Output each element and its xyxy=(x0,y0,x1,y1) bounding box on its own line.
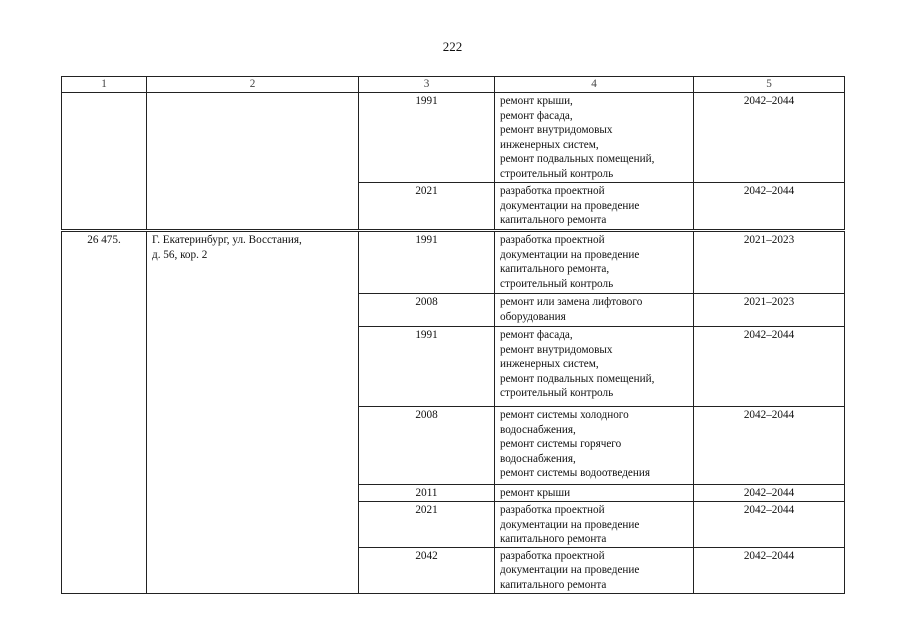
year-cell: 2042 xyxy=(359,547,495,593)
column-number-1: 1 xyxy=(62,77,147,93)
column-number-row xyxy=(62,77,845,93)
year-cell: 1991 xyxy=(359,327,495,407)
column-number-2: 2 xyxy=(147,77,359,93)
work-type-cell: ремонт фасада, ремонт внутридомовых инженерных систем, ремонт подвальных помещений, строительный контроль xyxy=(495,327,694,407)
work-type-cell: ремонт крыши xyxy=(495,485,694,502)
period-cell: 2042–2044 xyxy=(694,485,845,502)
object-address: Г. Екатеринбург, ул. Восстания, д. 56, кор. 2 xyxy=(147,232,359,594)
period-cell: 2042–2044 xyxy=(694,547,845,593)
column-number-5: 5 xyxy=(694,77,845,93)
period-cell: 2042–2044 xyxy=(694,502,845,548)
period-cell: 2042–2044 xyxy=(694,327,845,407)
object-number: 26 475. xyxy=(62,232,147,594)
period-cell: 2021–2023 xyxy=(694,294,845,327)
work-type-cell: ремонт крыши, ремонт фасада, ремонт внутридомовых инженерных систем, ремонт подвальных помещений, строительный контроль xyxy=(495,93,694,183)
period-cell: 2021–2023 xyxy=(694,232,845,294)
period-cell: 2042–2044 xyxy=(694,93,845,183)
year-cell: 2021 xyxy=(359,502,495,548)
year-cell: 1991 xyxy=(359,93,495,183)
year-cell: 2011 xyxy=(359,485,495,502)
object-address xyxy=(147,93,359,230)
page-number: 222 xyxy=(442,39,463,54)
table-row xyxy=(62,93,845,183)
year-cell: 2008 xyxy=(359,294,495,327)
work-type-cell: разработка проектной документации на проведение капитального ремонта xyxy=(495,547,694,593)
work-type-cell: разработка проектной документации на проведение капитального ремонта xyxy=(495,502,694,548)
table-row xyxy=(62,232,845,294)
period-cell: 2042–2044 xyxy=(694,407,845,485)
year-cell: 2021 xyxy=(359,183,495,230)
column-number-3: 3 xyxy=(359,77,495,93)
table-body xyxy=(62,77,845,594)
year-cell: 2008 xyxy=(359,407,495,485)
period-cell: 2042–2044 xyxy=(694,183,845,230)
work-type-cell: ремонт или замена лифтового оборудования xyxy=(495,294,694,327)
year-cell: 1991 xyxy=(359,232,495,294)
repair-schedule-table xyxy=(61,76,845,594)
column-number-4: 4 xyxy=(495,77,694,93)
work-type-cell: разработка проектной документации на проведение капитального ремонта, строительный контроль xyxy=(495,232,694,294)
object-number xyxy=(62,93,147,230)
work-type-cell: разработка проектной документации на проведение капитального ремонта xyxy=(495,183,694,230)
work-type-cell: ремонт системы холодного водоснабжения, ремонт системы горячего водоснабжения, ремонт системы водоотведения xyxy=(495,407,694,485)
